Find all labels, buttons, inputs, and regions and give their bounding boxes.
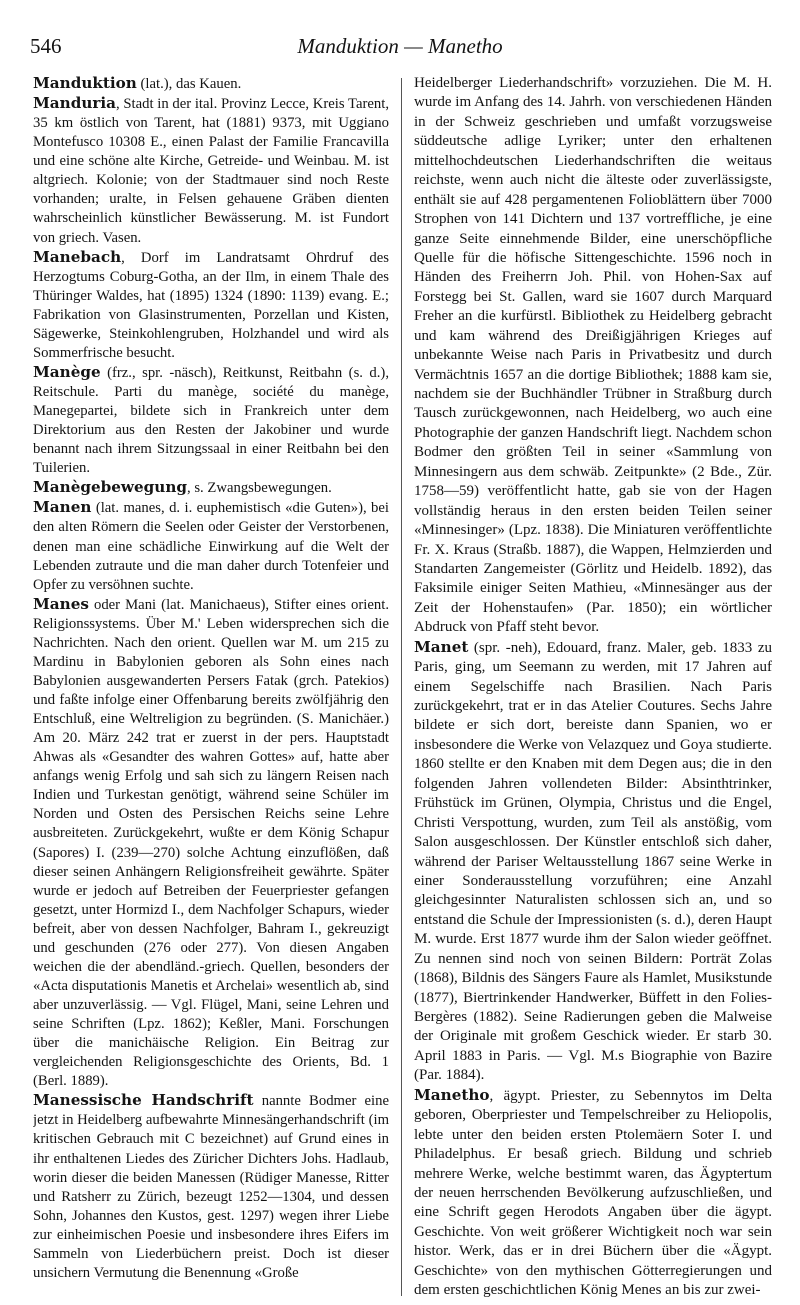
entry-headword: Manes xyxy=(33,594,89,613)
entry xyxy=(33,595,389,1092)
running-head: Manduktion — Manetho xyxy=(297,34,503,58)
entry-text: nannte Bodmer eine jetzt in Heidelberg aufbewahrte Minnesängerhandschrift (im kritischen Gebrauch mit C bezeichnet) auf Grund eines in ihr enthaltenen Liedes des Züricher Dichters Johs. Hadlaub, worin dieser die beiden Manessen (Rüdiger Manesse, Ritter und Ratsherr zu Zürich, bezeugt 1252—1304, und dessen Sohn, Johannes den Kustos, gest. 1297) wegen ihrer Liebe zur einheimischen Poesie und insbesondere ihres Eifers im Sammeln von Liederbüchern preist. Doch ist dieser unsichern Vermutung die Benennung «Große xyxy=(33,1093,389,1281)
entry-text: (frz., spr. -näsch), Reitkunst, Reitbahn (s. d.), Reitschule. Parti du manège, société du manège, Manegepartei, bildete sich in Frankreich unter dem Direktorium aus den Resten der Jakobiner und wurde benannt nach ihrem Sitzungssaal in einer Reitbahn bei den Tuilerien. xyxy=(33,364,389,477)
right-column xyxy=(414,74,772,1300)
entry xyxy=(33,74,389,94)
entry-headword: Manduktion xyxy=(33,74,137,92)
left-column xyxy=(33,74,389,1300)
entry-headword: Manetho xyxy=(414,1085,490,1104)
entry xyxy=(414,1086,772,1300)
entry-text: , Stadt in der ital. Provinz Lecce, Kreis Tarent, 35 km östlich von Tarent, hat (1881) 9373, mit Uggiano Montefusco 10308 E., einen Palast der Familie Francavilla und eine schöne alte Kirche, Getreide- und Weinbau. M. ist altgriech. Kolonie; von der Stadtmauer sind noch Reste vorhanden; uralte, in Felsen gehauene Gräben dienten wahrscheinlich künstlicher Bewässerung. M. ist Fundort von griech. Vasen. xyxy=(33,96,389,246)
entry-text: (spr. -neh), Edouard, franz. Maler, geb. 1833 zu Paris, ging, um Seemann zu werden, mit 17 Jahren auf einem Segelschiffe nach Brasilien. Nach Paris zurückgekehrt, trat er in das Atelier Coutures. Sechs Jahre bildete er sich dort, bereiste dann Spanien, wo er insbesondere die Werke von Velazquez und Goya studierte. 1860 stellte er den Knaben mit dem Degen aus; die in den folgenden Jahren vollendeten Bilder: Absinthtrinker, Frühstück im Grünen, Olympia, Christus und die Engel, Christi Verspottung, wurden, zum Teil als anstößig, vom Salon ausgeschlossen. Der Künstler entschloß sich daher, während der Pariser Weltausstellung 1867 seine Werke in einer Sonderausstellung vorzuführen; eine Anzahl gleichgesinnter Naturalisten schlossen sich an, und so entstand die Schule der Impressionisten (s. d.), deren Haupt M. wurde. Erst 1877 wurde ihm der Salon wieder geöffnet. Zu nennen sind noch von seinen Bildern: Porträt Zolas (1868), Bildnis des Sängers Faure als Hamlet, Musikstunde (1877), Biertrinkender Handwerker, Büffett in den Folies-Bergères (1882). Seine Radierungen geben die Malweise der Originale mit großem Geschick wieder. Er starb 30. April 1883 in Paris. — Vgl. M.s Biographie von Bazire (Par. 1884). xyxy=(414,639,772,1084)
entry-headword: Manège xyxy=(33,362,101,381)
entry xyxy=(33,248,389,363)
page-number: 546 xyxy=(30,34,62,58)
entry-headword: Manduria xyxy=(33,94,116,113)
entry-continuation xyxy=(414,74,772,638)
entry xyxy=(33,1091,389,1283)
entry-headword: Manessische Handschrift xyxy=(33,1091,254,1110)
entry xyxy=(33,363,389,478)
entry-text: (lat.), das Kauen. xyxy=(136,76,242,92)
entry-text: , s. Zwangsbewegungen. xyxy=(186,480,332,497)
page-header xyxy=(0,0,800,66)
entry xyxy=(33,94,389,248)
entry xyxy=(33,498,389,594)
entry-text: oder Mani (lat. Manichaeus), Stifter eines orient. Religionssystems. Über M.' Leben widersprechen sich die Nachrichten. Nach den orient. Quellen war M. um 215 zu Mardinu in Babylonien geboren als Sohn eines nach Babylonien ausgewanderten Persers Fatak (grch. Patekios) und faßte infolge einer Offenbarung bereits zwölfjährig den Entschluß, eine Weltreligion zu begründen. (S. Manichäer.) Am 20. März 242 trat er zuerst in der pers. Hauptstadt Ahwas als «Gesandter des wahren Gottes» auf, hatte aber anfangs wenig Erfolg und sah sich zu längern Reisen nach Indien und Turkestan genötigt, während seine Schüler im Norden und Osten des Persischen Reichs seine Lehre ausbreiteten. Zurückgekehrt, wußte er dem König Schapur (Sapores) I. (239—270) solche Achtung einzuflößen, daß dieser seinen Anhängern Religionsfreiheit gewährte. Später wurde er jedoch auf Betreiben der Feuerpriester gefangen gesetzt, unter Hormizd I., dem Nachfolger Schapurs, wieder befreit, aber von dessen Nachfolger, Bahram I., gekreuzigt und geschunden (276 oder 277). Von diesen Angaben weichen die der abendländ.-griech. Quellen, besonders der «Acta disputationis Manetis et Archelai» wesentlich ab, sind aber unzuverlässig. — Vgl. Flügel, Mani, seine Lehren und seine Schriften (Lpz. 1862); Keßler, Mani. Forschungen über die manichäische Religion. Ein Beitrag zur vergleichenden Religionsgeschichte des Orients, Bd. 1 (Berl. 1889). xyxy=(33,596,389,1090)
entry-text: (lat. manes, d. i. euphemistisch «die Guten»), bei den alten Römern die Seelen oder Geister der Verstorbenen, denen man eine schädliche Einwirkung auf die Welt der Lebenden zutraute und die man daher durch Totenfeier und Opfer zu versöhnen suchte. xyxy=(33,500,389,593)
entry-text: Heidelberger Liederhandschrift» vorzuziehen. Die M. H. wurde im Anfang des 14. Jahrh. von verschiedenen Händen in der Schweiz geschrieben und umfaßt vorzugsweise süddeutsche adlige Lyriker; unter den erhaltenen mittelhochdeutschen Liederhandschriften die weitaus reichste, wenn auch nicht die älteste oder zuverlässigste, enthält sie auf 428 pergamentenen Folioblättern über 7000 Strophen von 141 Dichtern und 137 vortreffliche, je eine ganze Seite einnehmende Bilder, eine unerschöpfliche Quelle für die höfische Sittengeschichte. 1596 noch in Händen des Freiherrn Joh. Phil. von Hohen-Sax auf Forstegg bei St. Gallen, ward sie 1607 durch Marquard Freher an die kurfürstl. Bibliothek zu Heidelberg gebracht und kam während des Dreißigjährigen Krieges auf unbekannte Weise nach Paris in Privatbesitz und durch Vermächtnis 1657 an die dortige Bibliothek; 1888 kam sie, nachdem sie der Buchhändler Trübner in Straßburg durch Tausch zurückgewonnen, nach Heidelberg, wo auch eine Photographie der ganzen Handschrift liegt. Nachdem schon Bodmer den größten Teil in seiner «Sammlung von Minnesingern aus dem schwäb. Zeitpunkte» (2 Bde., Zür. 1758—59) veröffentlicht hatte, gab sie von der Hagen vollständig heraus in den ersten beiden Teilen seiner «Minnesinger» (Lpz. 1838). Die Miniaturen veröffentlichte Fr. X. Kraus (Straßb. 1887), die Wappen, Helmzierden und Standarten Zangemeister (Görlitz und Heidelb. 1892), das Faksimile einiger Seiten Mathieu, «Minnesänger aus der Zeit der Hohenstaufen» (Par. 1850); ein wörtlicher Abdruck von Pfaff steht bevor. xyxy=(414,75,772,636)
entry-headword: Manègebewegung xyxy=(33,478,187,497)
entry xyxy=(33,478,389,498)
entry-headword: Manen xyxy=(33,498,92,517)
entry xyxy=(414,638,772,1086)
column-divider xyxy=(401,78,402,1296)
entry-text: , ägypt. Priester, zu Sebennytos im Delta geboren, Oberpriester und Tempelschreiber zu Heliopolis, lebte unter den beiden ersten Ptolemäern Soter I. und Philadelphus. Er besaß griech. Bildung und schrieb mehrere Werke, welche bestimmt waren, das Ägyptertum der neuen herrschenden Bevölkerung aufzuschließen, und eine Schrift gegen Herodots Angaben über die ägypt. Geschichte. Von weit größerer Wichtigkeit noch war sein histor. Werk, das er in drei Büchern über die «Ägypt. Geschichte» von den mythischen Götterregierungen und dem ersten geschichtlichen König Menes an bis zur zwei- xyxy=(414,1087,772,1299)
entry-headword: Manet xyxy=(414,637,469,656)
entry-text: , Dorf im Landratsamt Ohrdruf des Herzogtums Coburg-Gotha, an der Ilm, in einem Thale des Thüringer Waldes, hat (1895) 1324 (1890: 1139) evang. E.; Fabrikation von Glasinstrumenten, Porzellan und Kisten, Sägewerke, Steinkohlengruben, Holzhandel und wird als Sommerfrische besucht. xyxy=(33,249,389,361)
entry-headword: Manebach xyxy=(33,247,122,266)
